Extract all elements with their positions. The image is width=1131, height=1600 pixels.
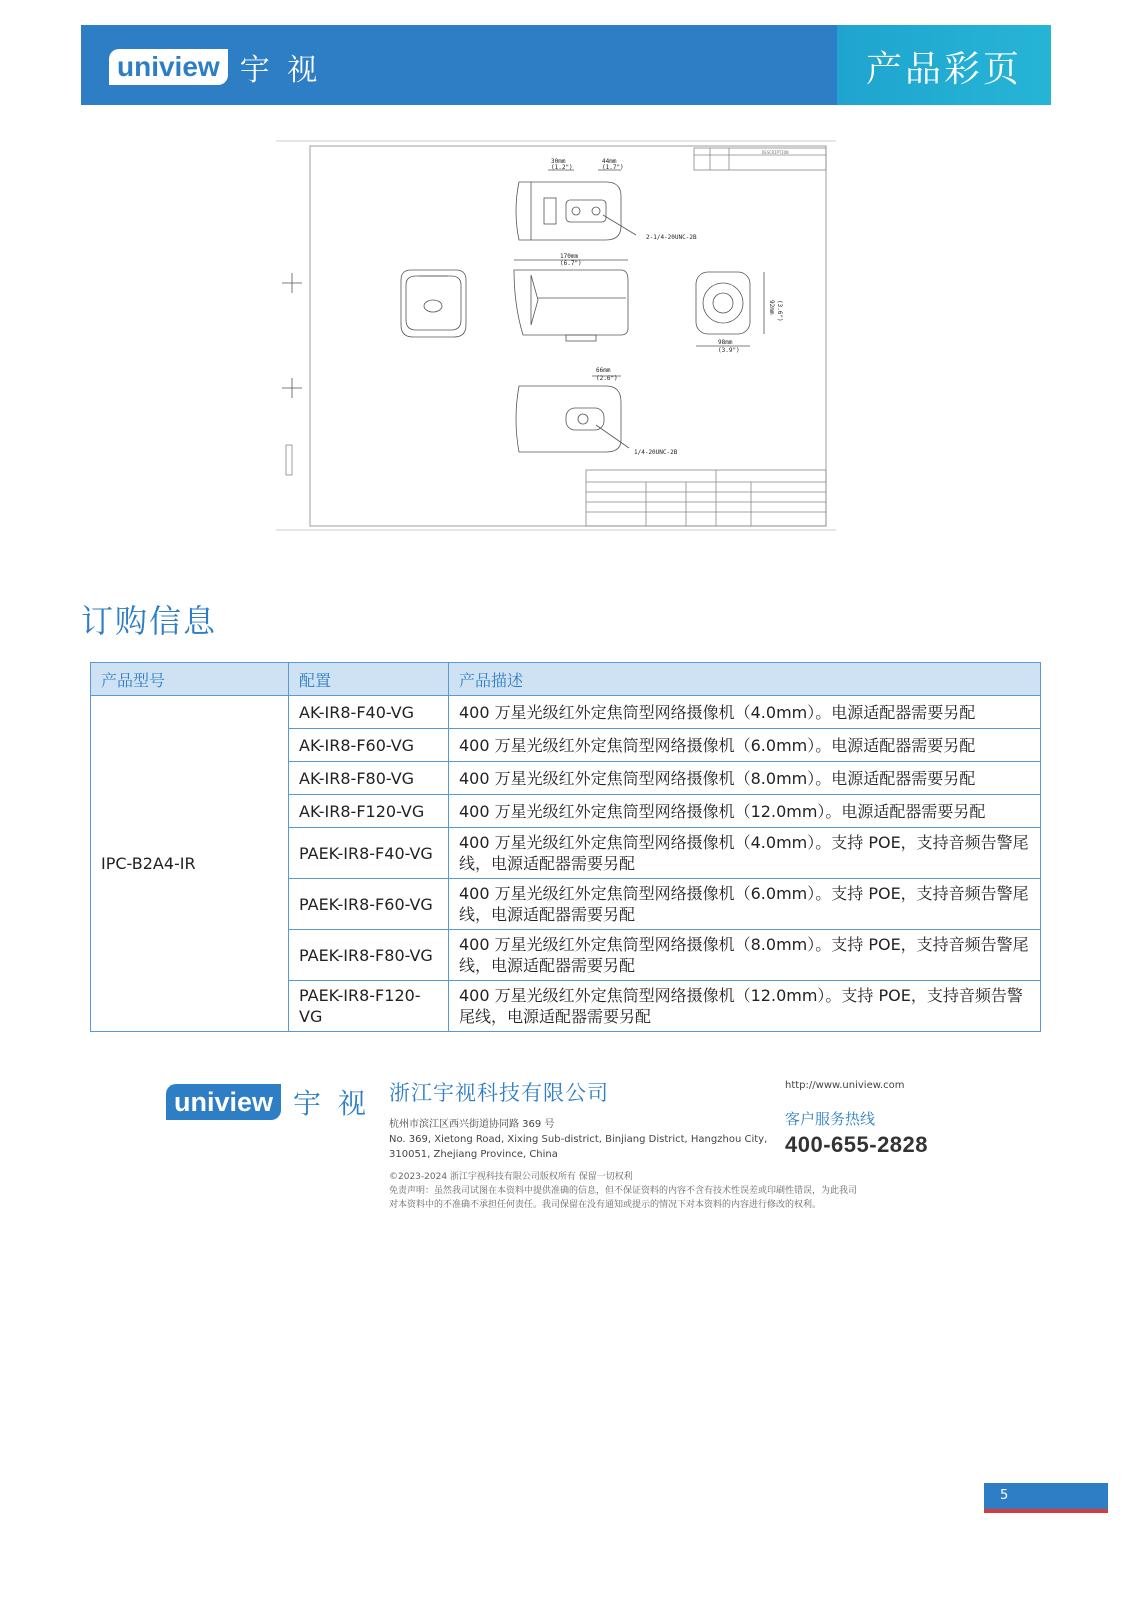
logo-wordmark: uniview (109, 49, 228, 85)
col-header-desc: 产品描述 (449, 663, 1041, 696)
config-cell: PAEK-IR8-F40-VG (289, 828, 449, 879)
copyright-line: ©2023-2024 浙江宇视科技有限公司版权所有 保留一切权利 (389, 1172, 633, 1182)
disclaimer-line1: 免责声明：虽然我司试图在本资料中提供准确的信息，但不保证资料的内容不含有技术性误差或印刷性错误，为此我司 (389, 1186, 858, 1196)
page-number: 5 (984, 1483, 1108, 1509)
desc-cell: 400 万星光级红外定焦筒型网络摄像机（8.0mm）。电源适配器需要另配 (449, 762, 1041, 795)
website-link[interactable]: http://www.uniview.com (785, 1080, 905, 1091)
hotline-label: 客户服务热线 (785, 1110, 876, 1128)
config-cell: AK-IR8-F40-VG (289, 696, 449, 729)
table-row (91, 696, 1041, 729)
address-en-line2: 310051, Zhejiang Province, China (389, 1149, 558, 1160)
header-label-block (837, 25, 1051, 105)
page-label: 产品彩页 (865, 49, 1022, 90)
config-cell: AK-IR8-F120-VG (289, 795, 449, 828)
config-cell: AK-IR8-F80-VG (289, 762, 449, 795)
revision-description-label: DESCRIPTION (762, 150, 789, 155)
address-en-line1: No. 369, Xietong Road, Xixing Sub-district, Binjiang District, Hangzhou City, (389, 1134, 768, 1145)
desc-cell: 400 万星光级红外定焦筒型网络摄像机（4.0mm）。支持 POE，支持音频告警尾线，电源适配器需要另配 (449, 828, 1041, 879)
section-title: 订购信息 (81, 602, 218, 640)
desc-cell: 400 万星光级红外定焦筒型网络摄像机（6.0mm）。电源适配器需要另配 (449, 729, 1041, 762)
dim-height: 92mm (768, 300, 775, 315)
col-header-model: 产品型号 (91, 663, 289, 696)
header-logo (109, 45, 321, 89)
table-header-row (91, 663, 1041, 696)
header-bar (81, 25, 1051, 105)
dim-bottom: 66mm (596, 367, 611, 374)
disclaimer-line2: 对本资料中的不准确不承担任何责任。我司保留在没有通知或提示的情况下对本资料的内容进行修改的权利。 (389, 1200, 822, 1210)
ordering-table (90, 662, 1041, 1032)
dim-width-in: (3.9") (718, 347, 740, 354)
thread-top-label: 2-1/4-20UNC-2B (646, 234, 697, 241)
page-number-accent (984, 1509, 1108, 1513)
address-cn: 杭州市滨江区西兴街道协同路 369 号 (389, 1119, 555, 1130)
footer-logo-chinese: 宇 视 (293, 1087, 370, 1120)
desc-cell: 400 万星光级红外定焦筒型网络摄像机（4.0mm）。电源适配器需要另配 (449, 696, 1041, 729)
dim-bottom-in: (2.6") (596, 375, 618, 382)
col-header-config: 配置 (289, 663, 449, 696)
dim-top-right: 44mm (602, 158, 617, 165)
footer-logo-wordmark: uniview (166, 1084, 281, 1120)
company-name: 浙江宇视科技有限公司 (389, 1081, 609, 1105)
dim-length-in: (6.7") (560, 260, 582, 267)
hotline-number: 400-655-2828 (785, 1132, 929, 1157)
config-cell: PAEK-IR8-F80-VG (289, 930, 449, 981)
desc-cell: 400 万星光级红外定焦筒型网络摄像机（12.0mm）。支持 POE，支持音频告警尾线，电源适配器需要另配 (449, 981, 1041, 1032)
dim-top-left-in: (1.2") (551, 164, 573, 171)
footer-logo (166, 1082, 370, 1122)
desc-cell: 400 万星光级红外定焦筒型网络摄像机（8.0mm）。支持 POE，支持音频告警尾线，电源适配器需要另配 (449, 930, 1041, 981)
dim-height-in: (3.6") (776, 300, 783, 322)
company-address (389, 1117, 767, 1162)
thread-bottom-label: 1/4-20UNC-2B (634, 449, 678, 456)
dimension-drawing (276, 140, 841, 548)
desc-cell: 400 万星光级红外定焦筒型网络摄像机（6.0mm）。支持 POE，支持音频告警尾线，电源适配器需要另配 (449, 879, 1041, 930)
dim-width: 98mm (718, 339, 733, 346)
logo-chinese: 宇 视 (239, 53, 322, 88)
config-cell: AK-IR8-F60-VG (289, 729, 449, 762)
desc-cell: 400 万星光级红外定焦筒型网络摄像机（12.0mm）。电源适配器需要另配 (449, 795, 1041, 828)
config-cell: PAEK-IR8-F120-VG (289, 981, 449, 1032)
legal-notice (389, 1170, 929, 1212)
config-cell: PAEK-IR8-F60-VG (289, 879, 449, 930)
model-cell: IPC-B2A4-IR (91, 696, 289, 1032)
dim-top-right-in: (1.7") (602, 164, 624, 171)
dim-length: 170mm (560, 253, 579, 260)
dim-top-left: 30mm (551, 158, 566, 165)
